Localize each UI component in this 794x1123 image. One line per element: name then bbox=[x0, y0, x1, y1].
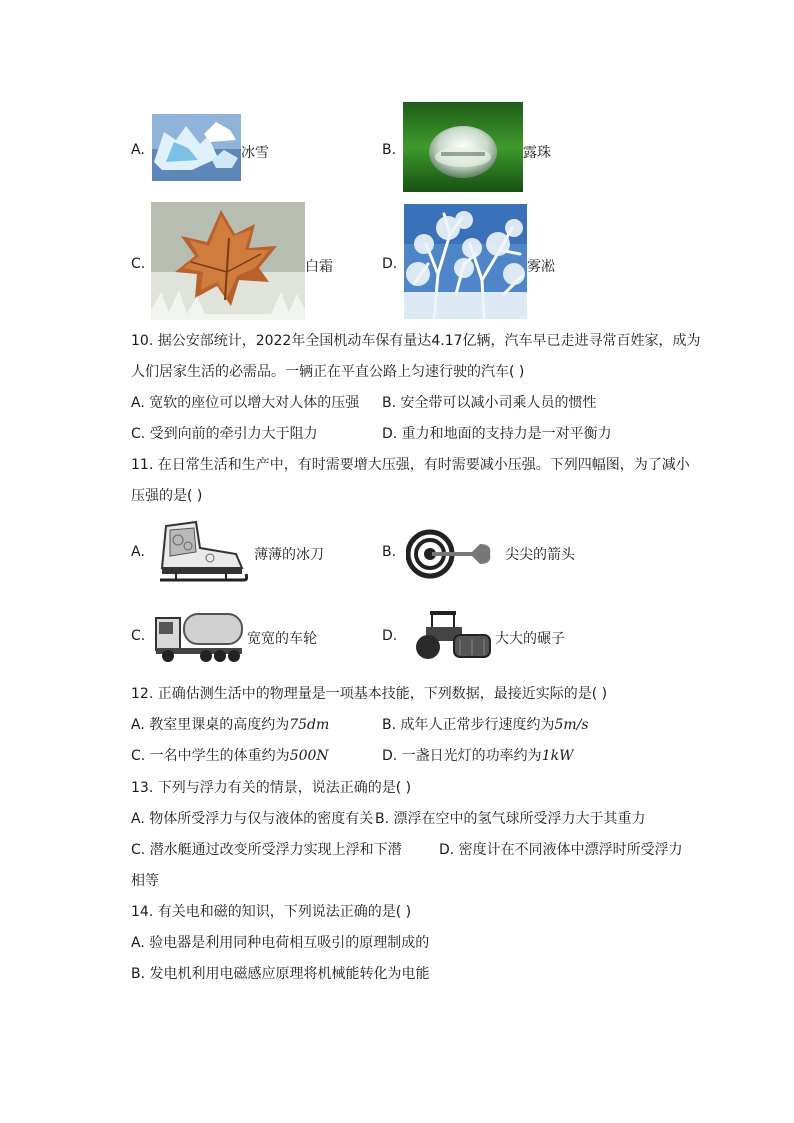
option-caption: 冰雪 bbox=[241, 145, 269, 161]
q12-stem: 12. 正确估测生活中的物理量是一项基本技能，下列数据，最接近实际的是( ) bbox=[131, 686, 608, 702]
option-caption: 薄薄的冰刀 bbox=[254, 547, 324, 563]
q12-option-a bbox=[131, 715, 329, 735]
option-letter: C. bbox=[131, 628, 146, 644]
option-letter: B. bbox=[382, 544, 397, 560]
q13-stem: 13. 下列与浮力有关的情景，说法正确的是( ) bbox=[131, 780, 412, 796]
q13-option-d-continued: 相等 bbox=[131, 873, 159, 889]
option-caption: 雾凇 bbox=[527, 259, 555, 275]
q10-stem-line1: 10. 据公安部统计，2022年全国机动车保有量达4.17亿辆，汽车早已走进寻常百姓家，成为 bbox=[131, 333, 701, 349]
option-text: B. 成年人正常步行速度约为 bbox=[382, 717, 555, 733]
option-letter: B. bbox=[382, 142, 397, 158]
q13-option-d: D. 密度计在不同液体中漂浮时所受浮力 bbox=[439, 842, 683, 858]
arrow-target-image bbox=[406, 528, 494, 580]
q12-option-d bbox=[382, 746, 573, 766]
option-letter: D. bbox=[382, 628, 398, 644]
option-value: 1kW bbox=[541, 748, 574, 764]
rime-tree-image bbox=[404, 204, 527, 319]
option-letter: D. bbox=[382, 256, 398, 272]
q10-stem-line2: 人们居家生活的必需品。一辆正在平直公路上匀速行驶的汽车( ) bbox=[131, 364, 525, 380]
option-caption: 露珠 bbox=[523, 145, 551, 161]
q13-option-c: C. 潜水艇通过改变所受浮力实现上浮和下潜 bbox=[131, 842, 402, 858]
ice-skate-image bbox=[156, 518, 248, 588]
q12-option-c bbox=[131, 746, 329, 766]
q10-option-b: B. 安全带可以减小司乘人员的惯性 bbox=[382, 395, 597, 411]
q10-option-c: C. 受到向前的牵引力大于阻力 bbox=[131, 426, 318, 442]
q11-stem-line1: 11. 在日常生活和生产中，有时需要增大压强，有时需要减小压强。下列四幅图，为了减小 bbox=[131, 457, 690, 473]
q10-option-d: D. 重力和地面的支持力是一对平衡力 bbox=[382, 426, 612, 442]
option-value: 75dm bbox=[289, 717, 330, 733]
option-value: 500N bbox=[289, 748, 329, 764]
frost-leaf-image bbox=[151, 202, 305, 320]
road-roller-image bbox=[408, 609, 492, 661]
q13-option-a: A. 物体所受浮力与仅与液体的密度有关 bbox=[131, 811, 374, 827]
option-text: C. 一名中学生的体重约为 bbox=[131, 748, 290, 764]
ice-snow-image bbox=[152, 114, 241, 181]
q11-stem-line2: 压强的是( ) bbox=[131, 488, 203, 504]
option-caption: 宽宽的车轮 bbox=[247, 631, 317, 647]
tanker-truck-image bbox=[154, 610, 244, 664]
q13-option-b: B. 漂浮在空中的氢气球所受浮力大于其重力 bbox=[375, 811, 646, 827]
option-letter: A. bbox=[131, 142, 145, 158]
option-caption: 大大的碾子 bbox=[495, 631, 565, 647]
option-caption: 白霜 bbox=[305, 259, 333, 275]
option-value: 5m/s bbox=[554, 717, 589, 733]
dewdrop-image bbox=[403, 102, 523, 192]
q14-stem: 14. 有关电和磁的知识，下列说法正确的是( ) bbox=[131, 904, 412, 920]
q12-option-b bbox=[382, 715, 589, 735]
option-text: D. 一盏日光灯的功率约为 bbox=[382, 748, 542, 764]
option-text: A. 教室里课桌的高度约为 bbox=[131, 717, 290, 733]
q14-option-a: A. 验电器是利用同种电荷相互吸引的原理制成的 bbox=[131, 935, 430, 951]
q10-option-a: A. 宽软的座位可以增大对人体的压强 bbox=[131, 395, 360, 411]
q14-option-b: B. 发电机利用电磁感应原理将机械能转化为电能 bbox=[131, 966, 430, 982]
option-letter: A. bbox=[131, 544, 145, 560]
option-letter: C. bbox=[131, 256, 146, 272]
option-caption: 尖尖的箭头 bbox=[505, 547, 575, 563]
